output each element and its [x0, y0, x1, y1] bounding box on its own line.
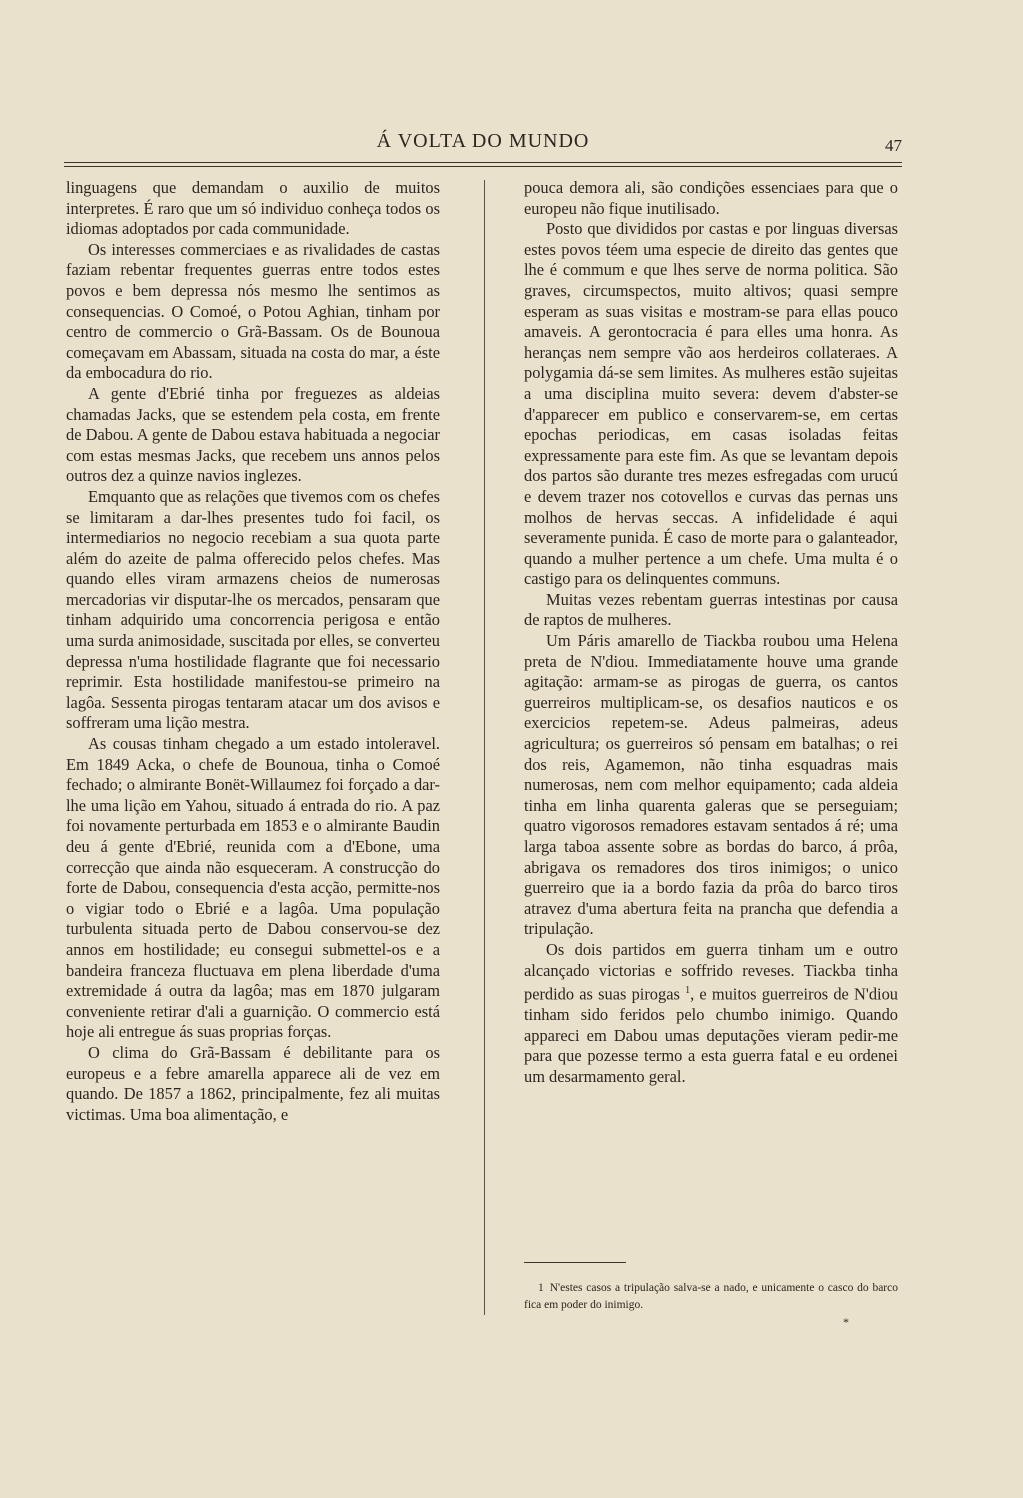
paragraph: Posto que divididos por castas e por linguas diversas estes povos téem uma especie de direito das gentes que lhe é commum e que lhes serve de norma politica. São graves, circumspectos, muito altivos; quasi sempre esperam as suas visitas e mostram-se para ellas pouco amaveis. A gerontocracia é para elles uma honra. As heranças nem sempre vão aos herdeiros collateraes. A polygamia dá-se sem limites. As mulheres estão sujeitas a uma disciplina muito severa: devem d'abster-se d'apparecer em publico e conservarem-se, em certas epochas periodicas, em casas isoladas feitas expressamente para este fim. As que se levantam depois dos partos são durante tres mezes esfregadas com urucú e devem trazer nos cotovellos e curvas das pernas uns molhos de hervas seccas. A infidelidade é aqui severamente punida. É caso de morte para o galanteador, quando a mulher pertence a um chefe. Uma multa é o castigo para os delinquentes communs.: [524, 219, 898, 589]
paragraph: Emquanto que as relações que tivemos com os chefes se limitaram a dar-lhes presentes tudo foi facil, os intermediarios no negocio recebiam a sua quota parte além do azeite de palma offerecido pelos chefes. Mas quando elles viram armazens cheios de numerosas mercadorias vir disputar-lhe os mercados, pensaram que tinham adquirido uma concorrencia perigosa e então uma surda animosidade, suscitada por elles, se converteu depressa n'uma hostilidade flagrante que foi necessario reprimir. Esta hostilidade manifestou-se primeiro na lagôa. Sessenta pirogas tentaram atacar um dos avisos e soffreram uma lição mestra.: [66, 486, 440, 733]
header-rule-top: [64, 162, 902, 163]
paragraph: Muitas vezes rebentam guerras intestinas por causa de raptos de mulheres.: [524, 589, 898, 630]
footnote-marker: 1: [685, 985, 691, 997]
end-mark: *: [843, 1315, 849, 1329]
paragraph-part: e muitos guerreiros de N'diou tinham sido feridos pelo chumbo inimigo. Quando appareci em Dabou umas deputações vieram pedir-me para que pozesse termo a esta guerra fatal e eu ordenei um desarmamento geral.: [524, 984, 898, 1086]
right-column: [524, 178, 898, 1088]
paragraph: Os interesses commerciaes e as rivalidades de castas faziam rebentar frequentes guerras entre todos estes povos e bem depressa nós mesmo lhe sentimos as consequencias. O Comoé, o Potou Aghian, tinham por centro de commercio o Grã-Bassam. Os de Bounoua começavam em Abassam, situada na costa do mar, a éste da embocadura do rio.: [66, 239, 440, 383]
paragraph: A gente d'Ebrié tinha por freguezes as aldeias chamadas Jacks, que se estendem pela costa, em frente de Dabou. A gente de Dabou estava habituada a negociar com estas mesmas Jacks, que recebem uns annos pelos outros dez a quinze navios inglezes.: [66, 383, 440, 486]
footnote-rule: [524, 1262, 626, 1263]
paragraph: As cousas tinham chegado a um estado intoleravel. Em 1849 Acka, o chefe de Bounoua, tinha o Comoé fechado; o almirante Bonët-Willaumez foi forçado a dar-lhe uma lição em Yahou, situado á entrada do rio. A paz foi novamente perturbada em 1853 e o almirante Baudin deu á gente d'Ebrié, reunida com a d'Ebone, uma correcção que ainda não esqueceram. A construcção do forte de Dabou, consequencia d'esta acção, permitte-nos o vigiar todo o Ebrié e a lagôa. Uma população turbulenta situada perto de Dabou conservou-se dez annos em hostilidade; eu consegui submettel-os e a bandeira franceza fluctuava em plena liberdade d'uma extremidade á outra da lagôa; mas em 1870 julgaram conveniente retirar d'ali a guarnição. O commercio está hoje ali entregue ás suas proprias forças.: [66, 734, 440, 1042]
paragraph: Os dois partidos em guerra tinham um e outro alcançado victorias e soffrido reveses. Tiackba tinha perdido as suas pirogas $^1$, e muitos guerreiros de N'diou tinham sido feridos pelo chumbo inimigo. Quando appareci em Dabou umas deputações vieram pedir-me para que pozesse termo a esta guerra fatal e eu ordenei um desarmamento geral.: [524, 939, 898, 1086]
footnote: [524, 1280, 898, 1314]
paragraph: linguagens que demandam o auxilio de muitos interpretes. É raro que um só individuo conheça todos os idiomas adoptados por cada communidade.: [66, 178, 440, 239]
paragraph: Um Páris amarello de Tiackba roubou uma Helena preta de N'diou. Immediatamente houve uma grande agitação: armam-se as pirogas de guerra, os cantos guerreiros multiplicam-se, os desafios nauticos e os exercicios repetem-se. Adeus palmeiras, adeus agricultura; os guerreiros só pensam em batalhas; o rei dos reis, Agamemon, não tinha esquadras mais numerosas, nem com melhor equipamento; cada aldeia tinha em linha quarenta galeras que se perseguiam; quatro vigorosos remadores estavam sentados á ré; uma larga taboa assente sobre as bordas do barco, á prôa, abrigava os remadores dos tiros inimigos; o unico guerreiro que ia a bordo fazia da prôa do barco tiros atravez d'uma abertura feita na prancha que defendia a tripulação.: [524, 631, 898, 939]
footnote-text: N'estes casos a tripulação salva-se a nado, e unicamente o casco do barco fica em poder do inimigo.: [524, 1282, 898, 1311]
paragraph: O clima do Grã-Bassam é debilitante para os europeus e a febre amarella apparece ali de vez em quando. De 1857 a 1862, principalmente, fez ali muitas victimas. Uma boa alimentação, e: [66, 1042, 440, 1124]
page-number: 47: [885, 136, 902, 155]
left-column: [66, 178, 440, 1125]
paragraph: pouca demora ali, são condições essenciaes para que o europeu não fique inutilisado.: [524, 178, 898, 218]
page-header: [64, 128, 902, 162]
running-title: Á VOLTA DO MUNDO: [376, 130, 590, 152]
header-rule-bottom: [64, 166, 902, 167]
footnote-number: 1: [538, 1282, 544, 1294]
paragraph-part: Os dois partidos em guerra tinham um e outro alcançado victorias e soffrido reveses. Tiackba tinha perdido as suas pirogas: [524, 939, 898, 1004]
column-divider: [484, 180, 485, 1315]
